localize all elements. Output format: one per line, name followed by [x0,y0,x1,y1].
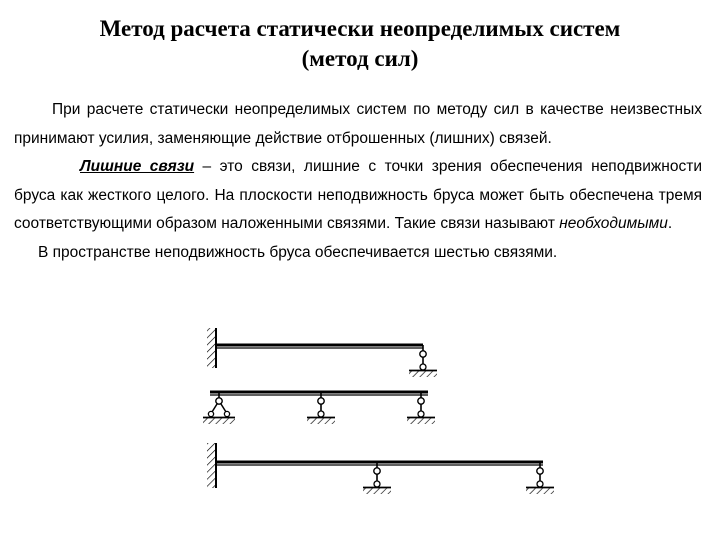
beam-3 [207,443,554,494]
term-redundant-constraints: Лишние связи [80,158,195,175]
roller-support [407,392,435,424]
beam-1 [207,328,437,377]
roller-support [307,392,335,424]
roller-support [526,462,554,494]
title-line-1: Метод расчета статически неопределимых систем [99,16,621,41]
paragraph-2-text: – это связи, лишние с точки зрения обеспечения неподвижности бруса как жесткого целого. На плоскости неподвижность бруса может быть обеспечена тремя соответствующими образом наложенными связями. Такие связи называют [14,158,702,232]
title-line-2: (метод сил) [301,46,419,71]
pin-support [203,392,235,424]
page-title [0,14,720,74]
beam-2 [203,392,435,424]
body-text [14,96,702,267]
paragraph-1: При расчете статически неопределимых систем по методу сил в качестве неизвестных принимают усилия, заменяющие действие отброшенных (лишних) связей. [14,101,702,147]
paragraph-2-end: . [667,215,673,232]
beam-diagrams [195,320,565,500]
paragraph-2 [14,153,702,239]
term-necessary: необходимыми [559,215,668,232]
roller-support [409,345,437,377]
paragraph-3: В пространстве неподвижность бруса обеспечивается шестью связями. [38,243,558,261]
roller-support [363,462,391,494]
